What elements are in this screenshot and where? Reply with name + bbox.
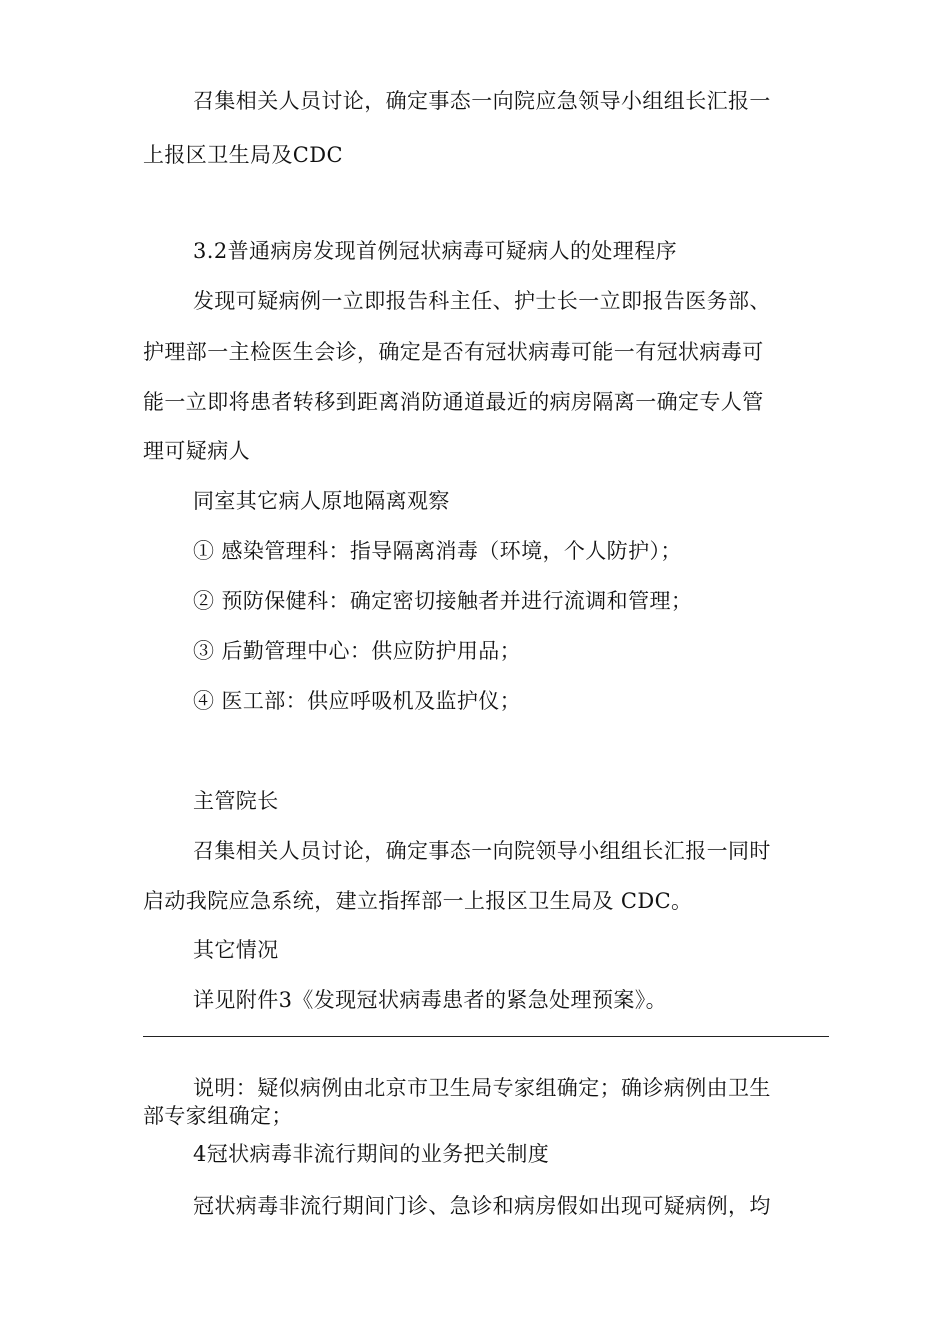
paragraph-line: 上报区卫生局及CDC [143,143,343,167]
list-item: ④ 医工部：供应呼吸机及监护仪； [193,689,522,713]
list-item: ② 预防保健科：确定密切接触者并进行流调和管理； [193,589,693,613]
list-item: ① 感染管理科：指导隔离消毒（环境，个人防护）； [193,539,682,563]
paragraph-line: 启动我院应急系统，建立指挥部一上报区卫生局及 CDC。 [143,889,693,913]
paragraph-line: 能一立即将患者转移到距离消防通道最近的病房隔离一确定专人管 [143,390,764,414]
list-item: ③ 后勤管理中心：供应防护用品； [193,639,522,663]
paragraph-line: 护理部一主检医生会诊，确定是否有冠状病毒可能一有冠状病毒可 [143,340,764,364]
same-room-note: 同室其它病人原地隔离观察 [193,489,450,513]
other-title: 其它情况 [193,938,279,962]
section-heading-3-2: 3.2普通病房发现首例冠状病毒可疑病人的处理程序 [193,239,677,263]
section-heading-4: 4冠状病毒非流行期间的业务把关制度 [193,1142,550,1166]
paragraph-line: 冠状病毒非流行期间门诊、急诊和病房假如出现可疑病例，均 [193,1194,771,1218]
divider [143,1036,829,1037]
paragraph-line: 召集相关人员讨论，确定事态一向院领导小组组长汇报一同时 [193,839,771,863]
note-line: 部专家组确定； [143,1104,293,1128]
paragraph-line: 召集相关人员讨论，确定事态一向院应急领导小组组长汇报一 [193,89,771,113]
director-title: 主管院长 [193,789,279,813]
note-line: 说明：疑似病例由北京市卫生局专家组确定；确诊病例由卫生 [193,1076,771,1100]
paragraph-line: 发现可疑病例一立即报告科主任、护士长一立即报告医务部、 [193,289,771,313]
paragraph-line: 详见附件3《发现冠状病毒患者的紧急处理预案》。 [193,988,668,1012]
paragraph-line: 理可疑病人 [143,439,250,463]
